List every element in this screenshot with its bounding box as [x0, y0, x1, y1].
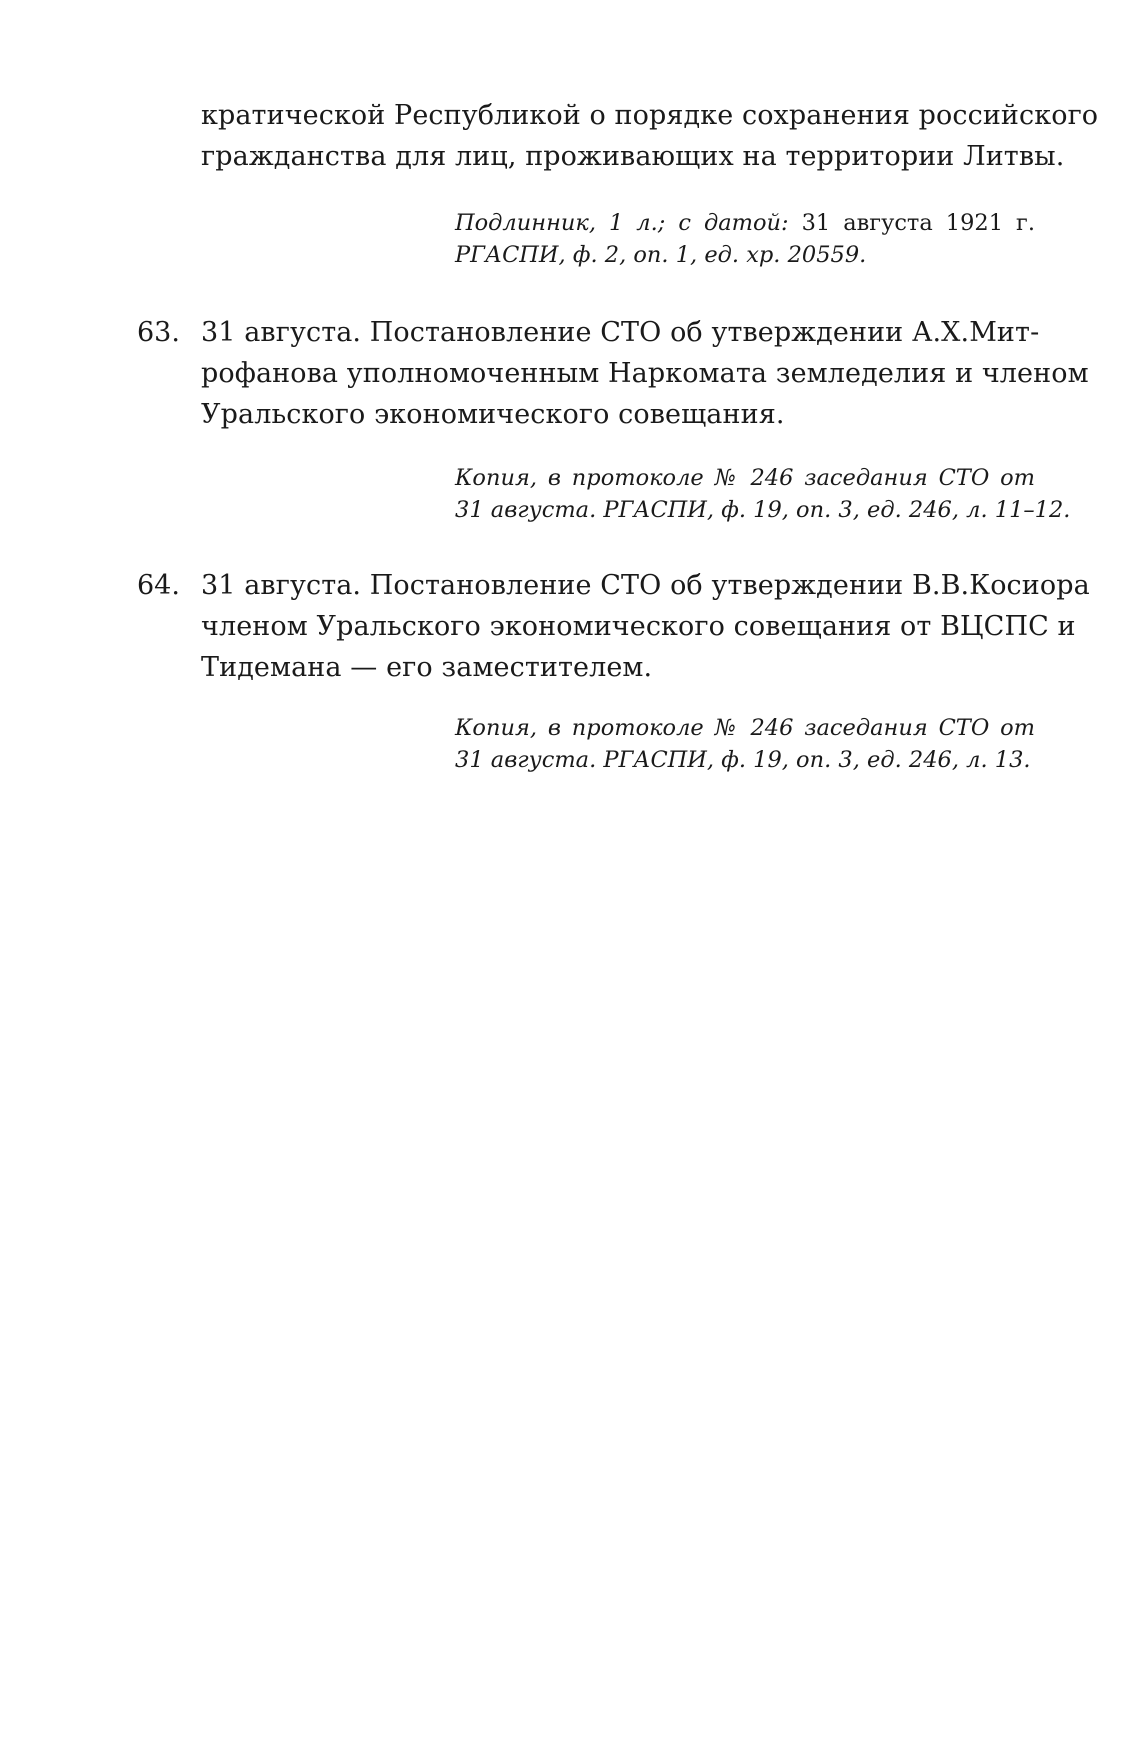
continuation-source-italic: Подлинник, 1 л.; с датой: [455, 210, 789, 236]
entry-63-source-note [455, 462, 1071, 526]
entry-63-line-2: рофанова уполномоченным Наркомата земледелия и членом [201, 358, 1089, 389]
entry-63-line-3: Уральского экономического совещания. [201, 399, 785, 430]
continuation-source-line-2: РГАСПИ, ф. 2, оп. 1, ед. хр. 20559. [455, 242, 867, 268]
continuation-source-note [455, 207, 1035, 271]
entry-63-source-line-2: 31 августа. РГАСПИ, ф. 19, оп. 3, ед. 246, л. 11–12. [455, 497, 1071, 523]
entry-64-source-line-1: Копия, в протоколе № 246 заседания СТО от [455, 715, 1035, 741]
entry-64-source-note [455, 712, 1035, 776]
entry-63-line-1: 31 августа. Постановление СТО об утверждении А.Х.Мит- [201, 317, 1040, 348]
continuation-line-2: гражданства для лиц, проживающих на территории Литвы. [201, 141, 1065, 172]
continuation-paragraph [201, 95, 1099, 177]
entry-64-line-2: членом Уральского экономического совещания от ВЦСПС и [201, 611, 1076, 642]
entry-64-source-line-2: 31 августа. РГАСПИ, ф. 19, оп. 3, ед. 246, л. 13. [455, 747, 1031, 773]
entry-number-64: 64. [137, 570, 180, 601]
entry-64-line-3: Тидемана — его заместителем. [201, 652, 653, 683]
continuation-source-line-1 [455, 207, 1035, 239]
entry-63-source-line-1: Копия, в протоколе № 246 заседания СТО от [455, 465, 1035, 491]
continuation-line-1: кратической Республикой о порядке сохранения российского [201, 100, 1099, 131]
entry-64-line-1: 31 августа. Постановление СТО об утверждении В.В.Косиора [201, 570, 1090, 601]
entry-number-63: 63. [137, 317, 180, 348]
continuation-source-date: 31 августа 1921 г. [801, 210, 1036, 236]
entry-64-text [201, 565, 1090, 688]
entry-63-text [201, 312, 1089, 435]
